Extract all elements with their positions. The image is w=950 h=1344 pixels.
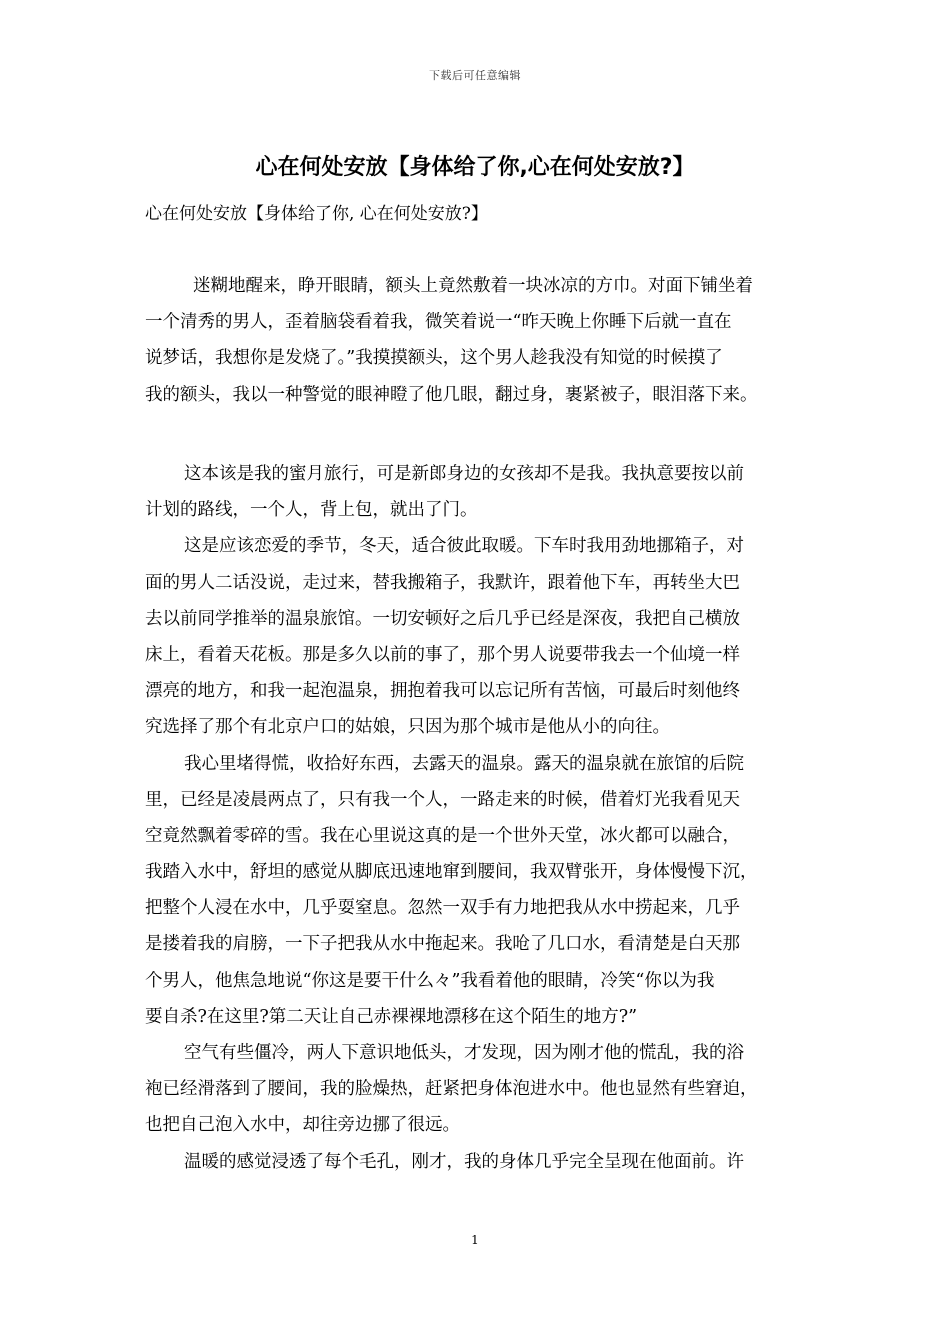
text-line: 面的男人二话没说，走过来，替我搬箱子，我默许，跟着他下车，再转坐大巴 bbox=[145, 572, 740, 593]
text-line: 个男人，他焦急地说“你这是要干什么々”我看着他的眼睛，冷笑“你以为我 bbox=[145, 970, 715, 991]
header-note: 下载后可任意编辑 bbox=[429, 69, 521, 82]
text-line: 我心里堵得慌，收拾好东西，去露天的温泉。露天的温泉就在旅馆的后院 bbox=[184, 753, 744, 774]
text-line: 把整个人浸在水中，几乎耍窒息。忽然一双手有力地把我从水中捞起来，几乎 bbox=[145, 898, 740, 919]
text-line: 我踏入水中，舒坦的感觉从脚底迅速地窜到腰间，我双臂张开，身体慢慢下沉， bbox=[145, 862, 758, 883]
text-line: 说梦话，我想你是发烧了。”我摸摸额头，这个男人趁我没有知觉的时候摸了 bbox=[145, 348, 723, 369]
text-line: 床上，看着天花板。那是多久以前的事了，那个男人说要带我去一个仙境一样 bbox=[145, 644, 740, 665]
document-title: 心在何处安放【身体给了你,心在何处安放?】 bbox=[255, 155, 695, 180]
text-line: 漂亮的地方，和我一起泡温泉，拥抱着我可以忘记所有苦恼，可最后时刻他终 bbox=[145, 681, 740, 702]
text-line: 迷糊地醒来，睁开眼睛，额头上竟然敷着一块冰凉的方巾。对面下铺坐着 bbox=[193, 276, 753, 296]
text-line: 温暖的感觉浸透了每个毛孔，刚才，我的身体几乎完全呈现在他面前。许 bbox=[184, 1151, 744, 1172]
text-line: 我的额头，我以一种警觉的眼神瞪了他几眼，翻过身，裹紧被子，眼泪落下来。 bbox=[145, 384, 758, 405]
text-line: 这是应该恋爱的季节，冬天，适合彼此取暖。下车时我用劲地挪箱子，对 bbox=[184, 536, 744, 557]
paragraph-block-1 bbox=[145, 268, 825, 413]
text-line: 里，已经是凌晨两点了，只有我一个人，一路走来的时候，借着灯光我看见天 bbox=[145, 789, 740, 810]
text-line: 一个清秀的男人，歪着脑袋看着我，微笑着说一“昨天晚上你睡下后就一直在 bbox=[145, 312, 732, 333]
text-line: 是搂着我的肩膀，一下子把我从水中拖起来。我呛了几口水，看清楚是白天那 bbox=[145, 934, 740, 955]
text-line: 究选择了那个有北京户口的姑娘，只因为那个城市是他从小的向往。 bbox=[145, 717, 670, 738]
text-line: 要自杀?在这里?第二天让自己赤裸裸地漂移在这个陌生的地方?” bbox=[145, 1006, 638, 1027]
text-line: 去以前同学推举的温泉旅馆。一切安顿好之后几乎已经是深夜，我把自己横放 bbox=[145, 608, 740, 629]
paragraph-block-2 bbox=[145, 456, 825, 1180]
document-subtitle: 心在何处安放【身体给了你, 心在何处安放?】 bbox=[145, 204, 488, 224]
text-line: 袍已经滑落到了腰间，我的脸燥热，赶紧把身体泡进水中。他也显然有些窘迫， bbox=[145, 1079, 758, 1100]
text-line: 也把自己泡入水中，却往旁边挪了很远。 bbox=[145, 1115, 460, 1136]
text-line: 空气有些僵冷，两人下意识地低头，才发现，因为刚才他的慌乱，我的浴 bbox=[184, 1043, 744, 1063]
page-number: 1 bbox=[471, 1233, 479, 1247]
text-line: 这本该是我的蜜月旅行，可是新郎身边的女孩却不是我。我执意要按以前 bbox=[184, 464, 744, 484]
text-line: 空竟然飘着零碎的雪。我在心里说这真的是一个世外天堂，冰火都可以融合， bbox=[145, 825, 740, 846]
text-line: 计划的路线，一个人，背上包，就出了门。 bbox=[145, 500, 478, 521]
